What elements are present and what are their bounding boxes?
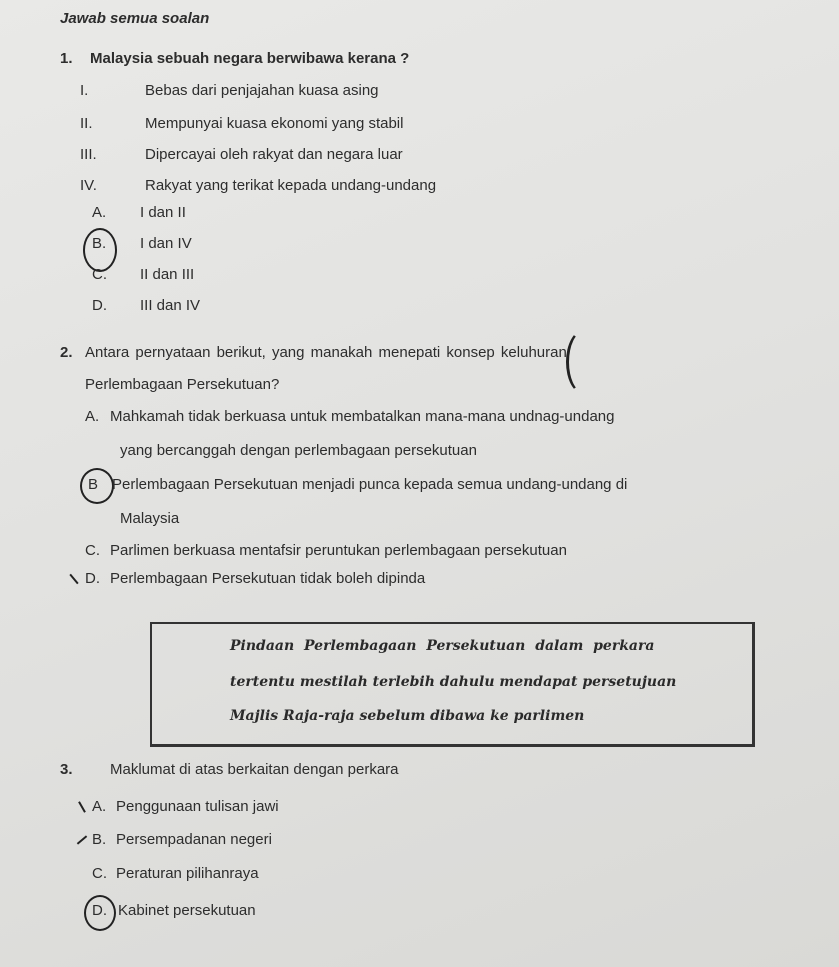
option-label: D. bbox=[85, 570, 100, 587]
cross-mark bbox=[77, 835, 87, 844]
info-box-line2: tertentu mestilah terlebih dahulu mendapat persetujuan bbox=[230, 674, 677, 690]
option-label: C. bbox=[92, 266, 107, 283]
instruction: Jawab semua soalan bbox=[60, 10, 210, 27]
option-text: yang bercanggah dengan perlembagaan persekutuan bbox=[120, 442, 477, 459]
option-label: A. bbox=[85, 408, 100, 425]
option-text: Perlembagaan Persekutuan menjadi punca kepada semua undang-undang di bbox=[112, 476, 628, 493]
statement-text: Mempunyai kuasa ekonomi yang stabil bbox=[145, 115, 404, 132]
statement-text: Bebas dari penjajahan kuasa asing bbox=[145, 82, 379, 99]
q2-number: 2. bbox=[60, 344, 73, 361]
info-box bbox=[150, 622, 755, 747]
q3-number: 3. bbox=[60, 761, 73, 778]
q1-text: Malaysia sebuah negara berwibawa kerana ? bbox=[90, 50, 410, 67]
option-label: C. bbox=[92, 865, 107, 882]
option-label: D. bbox=[92, 297, 107, 314]
cross-mark bbox=[69, 574, 78, 584]
statement-text: Rakyat yang terikat kepada undang-undang bbox=[145, 177, 437, 194]
option-text: II dan III bbox=[140, 266, 195, 283]
statement-text: Dipercayai oleh rakyat dan negara luar bbox=[145, 146, 403, 163]
option-label: A. bbox=[92, 798, 107, 815]
option-text: I dan II bbox=[140, 204, 186, 221]
option-text: Kabinet persekutuan bbox=[118, 902, 256, 919]
statement-label: IV. bbox=[80, 177, 97, 194]
option-text: Parlimen berkuasa mentafsir peruntukan perlembagaan persekutuan bbox=[110, 542, 567, 559]
cross-mark bbox=[78, 801, 86, 812]
option-text: Mahkamah tidak berkuasa untuk membatalkan mana-mana undnag-undang bbox=[110, 408, 615, 425]
pen-mark bbox=[566, 330, 601, 394]
q2-text-line2: Perlembagaan Persekutuan? bbox=[85, 376, 280, 393]
option-text: Persempadanan negeri bbox=[116, 831, 272, 848]
info-box-line1: Pindaan Perlembagaan Persekutuan dalam perkara bbox=[230, 638, 655, 654]
option-text: Penggunaan tulisan jawi bbox=[116, 798, 279, 815]
option-label: A. bbox=[92, 204, 107, 221]
q2-text-line1: Antara pernyataan berikut, yang manakah menepati konsep keluhuran bbox=[85, 344, 567, 361]
option-text: Peraturan pilihanraya bbox=[116, 865, 259, 882]
option-label: D. bbox=[92, 902, 107, 919]
option-text: I dan IV bbox=[140, 235, 192, 252]
option-label: B. bbox=[92, 235, 107, 252]
q1-number: 1. bbox=[60, 50, 73, 67]
option-label: C. bbox=[85, 542, 100, 559]
statement-label: I. bbox=[80, 82, 89, 99]
option-text: Malaysia bbox=[120, 510, 180, 527]
statement-label: II. bbox=[80, 115, 93, 132]
option-label: B bbox=[88, 476, 99, 493]
info-box-line3: Majlis Raja-raja sebelum dibawa ke parlimen bbox=[230, 708, 585, 724]
option-label: B. bbox=[92, 831, 107, 848]
q3-text: Maklumat di atas berkaitan dengan perkara bbox=[110, 761, 399, 778]
statement-label: III. bbox=[80, 146, 97, 163]
option-text: III dan IV bbox=[140, 297, 201, 314]
option-text: Perlembagaan Persekutuan tidak boleh dipinda bbox=[110, 570, 426, 587]
